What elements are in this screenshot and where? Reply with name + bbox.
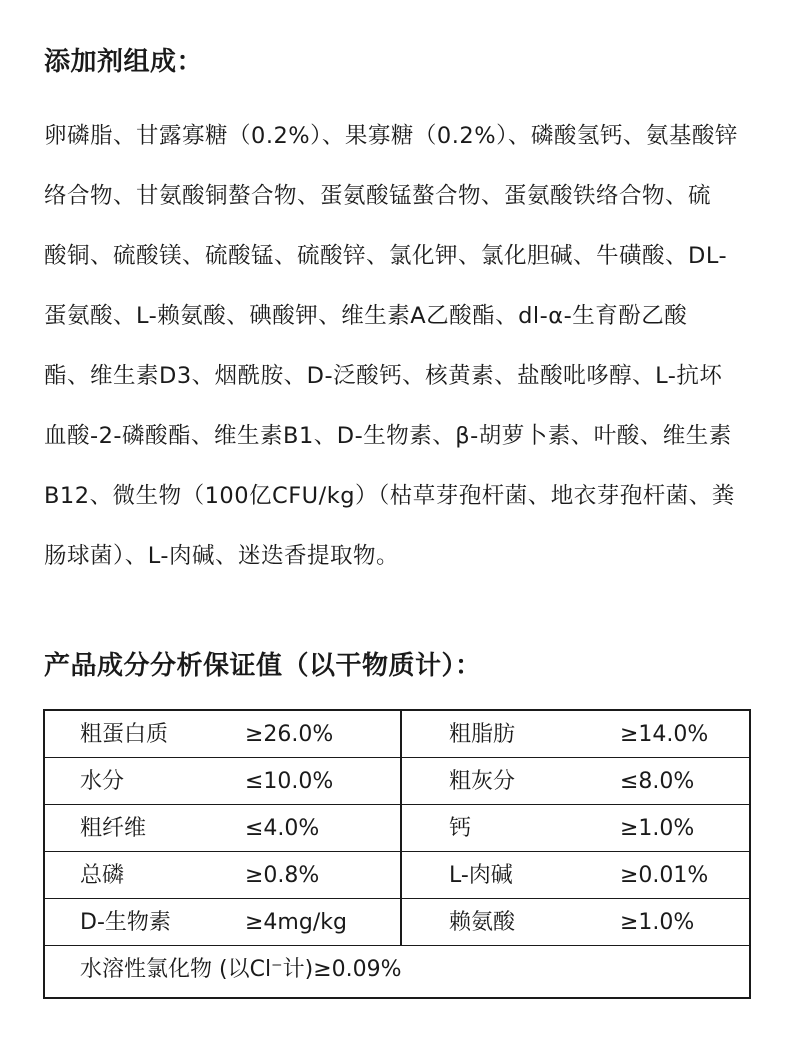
ingredients-line: 络合物、甘氨酸铜螯合物、蛋氨酸锰螯合物、蛋氨酸铁络合物、硫 <box>44 183 712 209</box>
ingredients-title: 添加剂组成： <box>44 47 204 77</box>
column-divider <box>400 852 402 898</box>
nutrient-name: 粗蛋白质 <box>80 722 169 747</box>
table-row <box>45 711 749 758</box>
nutrient-value: ≥0.01% <box>620 863 709 888</box>
analysis-table <box>43 709 751 999</box>
nutrient-value: ≥0.8% <box>245 863 320 888</box>
nutrient-value: ≤4.0% <box>245 816 320 841</box>
nutrient-value: ≥4mg/kg <box>245 910 347 935</box>
nutrient-name: 粗纤维 <box>80 816 147 841</box>
column-divider <box>400 805 402 851</box>
ingredients-line: 卵磷脂、甘露寡糖（0.2%）、果寡糖（0.2%）、磷酸氢钙、氨基酸锌 <box>44 123 738 149</box>
nutrient-value: ≥14.0% <box>620 722 709 747</box>
nutrient-value: ≥26.0% <box>245 722 334 747</box>
nutrient-value: ≥1.0% <box>620 910 695 935</box>
ingredients-line: 肠球菌）、L-肉碱、迷迭香提取物。 <box>44 543 400 569</box>
nutrient-name: 粗脂肪 <box>449 722 516 747</box>
nutrient-name: 赖氨酸 <box>449 910 516 935</box>
ingredients-line: 蛋氨酸、L-赖氨酸、碘酸钾、维生素A乙酸酯、dl-α-生育酚乙酸 <box>44 303 688 329</box>
ingredients-text <box>44 106 764 586</box>
ingredients-line: 血酸-2-磷酸酯、维生素B1、D-生物素、β-胡萝卜素、叶酸、维生素 <box>44 423 732 449</box>
table-row <box>45 805 749 852</box>
analysis-title: 产品成分分析保证值（以干物质计）： <box>44 651 482 681</box>
table-row <box>45 899 749 946</box>
nutrient-value: ≤10.0% <box>245 769 334 794</box>
nutrient-name: 粗灰分 <box>449 769 516 794</box>
table-row <box>45 852 749 899</box>
nutrient-value: ≥1.0% <box>620 816 695 841</box>
nutrient-name: L-肉碱 <box>449 863 513 888</box>
column-divider <box>400 711 402 757</box>
column-divider <box>400 899 402 945</box>
ingredients-line: B12、微生物（100亿CFU/kg）（枯草芽孢杆菌、地衣芽孢杆菌、粪 <box>44 483 735 509</box>
ingredients-line: 酯、维生素D3、烟酰胺、D-泛酸钙、核黄素、盐酸吡哆醇、L-抗坏 <box>44 363 723 389</box>
table-row <box>45 758 749 805</box>
nutrient-name: 钙 <box>449 816 472 841</box>
nutrient-name: D-生物素 <box>80 910 171 935</box>
nutrient-name: 水分 <box>80 769 125 794</box>
ingredients-line: 酸铜、硫酸镁、硫酸锰、硫酸锌、氯化钾、氯化胆碱、牛磺酸、DL- <box>44 243 728 269</box>
column-divider <box>400 758 402 804</box>
table-row <box>45 946 749 993</box>
nutrient-name: 总磷 <box>80 863 125 888</box>
nutrient-footer: 水溶性氯化物 (以Cl⁻计)≥0.09% <box>80 957 402 982</box>
nutrient-value: ≤8.0% <box>620 769 695 794</box>
